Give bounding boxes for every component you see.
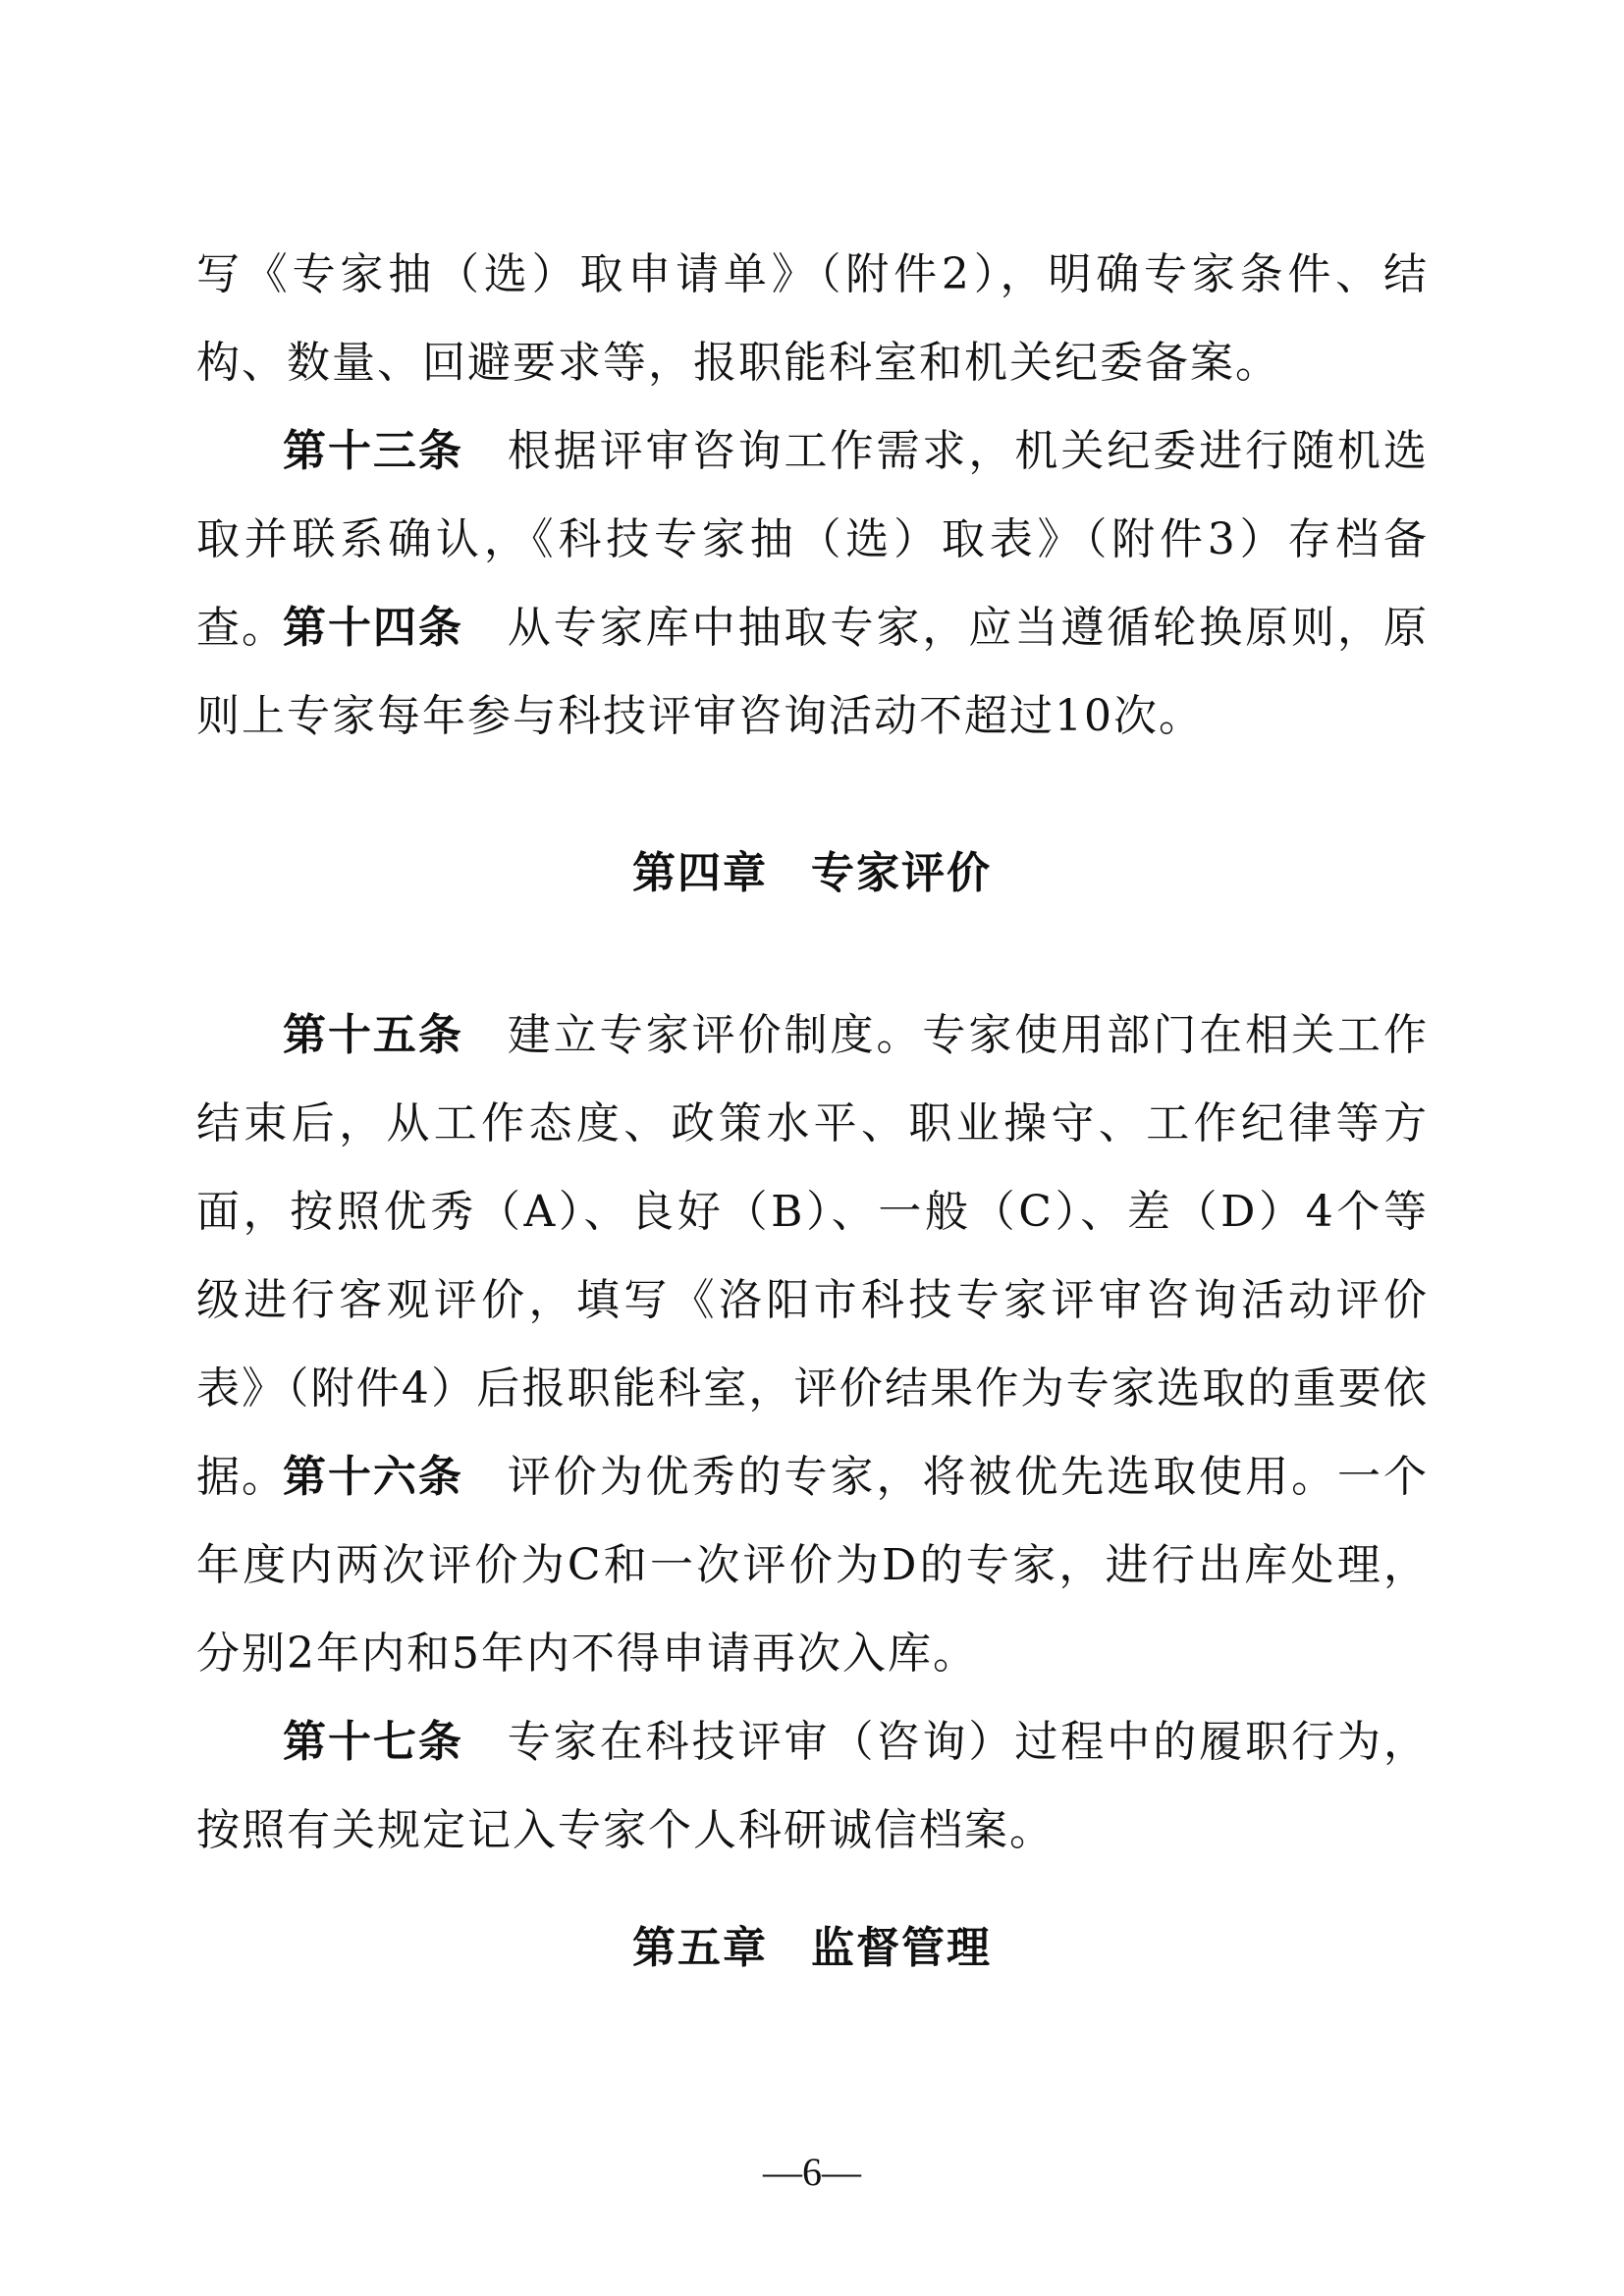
article-number: 第十七条 bbox=[283, 1717, 463, 1767]
paragraph-text: 根据评审咨询工作需求，机关纪委进行随机选取并联系确认，《科技专家抽（选）取表》（附件3）存档备查。 bbox=[196, 426, 1430, 653]
paragraph-continuation bbox=[196, 231, 1429, 407]
chapter-title: 监督管理 bbox=[811, 1923, 992, 1973]
article-17 bbox=[196, 1698, 1429, 1875]
paragraph-text: 评价为优秀的专家，将被优先选取使用。一个年度内两次评价为C和一次评价为D的专家，进行出库处理，分别2年内和5年内不得申请再次入库。 bbox=[196, 1452, 1430, 1679]
page-number: —6— bbox=[763, 2150, 861, 2194]
chapter-title: 专家评价 bbox=[811, 848, 992, 898]
chapter-heading-4 bbox=[0, 844, 1624, 903]
chapter-heading-5 bbox=[0, 1919, 1624, 1978]
article-number: 第十四条 bbox=[283, 603, 463, 653]
article-16 bbox=[196, 1433, 1429, 1698]
chapter-number: 第四章 bbox=[632, 848, 768, 898]
paragraph-text: 从专家库中抽取专家，应当遵循轮换原则，原则上专家每年参与科技评审咨询活动不超过10次。 bbox=[196, 603, 1430, 741]
paragraph-text: 专家在科技评审（咨询）过程中的履职行为，按照有关规定记入专家个人科研诚信档案。 bbox=[196, 1717, 1430, 1855]
paragraph-text: 写《专家抽（选）取申请单》（附件2），明确专家条件、结构、数量、回避要求等，报职能科室和机关纪委备案。 bbox=[196, 249, 1429, 388]
article-number: 第十三条 bbox=[283, 426, 463, 476]
paragraph-text: 建立专家评价制度。专家使用部门在相关工作结束后，从工作态度、政策水平、职业操守、工作纪律等方面，按照优秀（A）、良好（B）、一般（C）、差（D）4个等级进行客观评价，填写《洛阳市科技专家评审咨询活动评价表》（附件4）后报职能科室，评价结果作为专家选取的重要依据。 bbox=[196, 1010, 1430, 1502]
article-number: 第十五条 bbox=[283, 1010, 463, 1060]
chapter-number: 第五章 bbox=[632, 1923, 768, 1973]
article-number: 第十六条 bbox=[283, 1452, 463, 1502]
article-14 bbox=[196, 584, 1429, 761]
